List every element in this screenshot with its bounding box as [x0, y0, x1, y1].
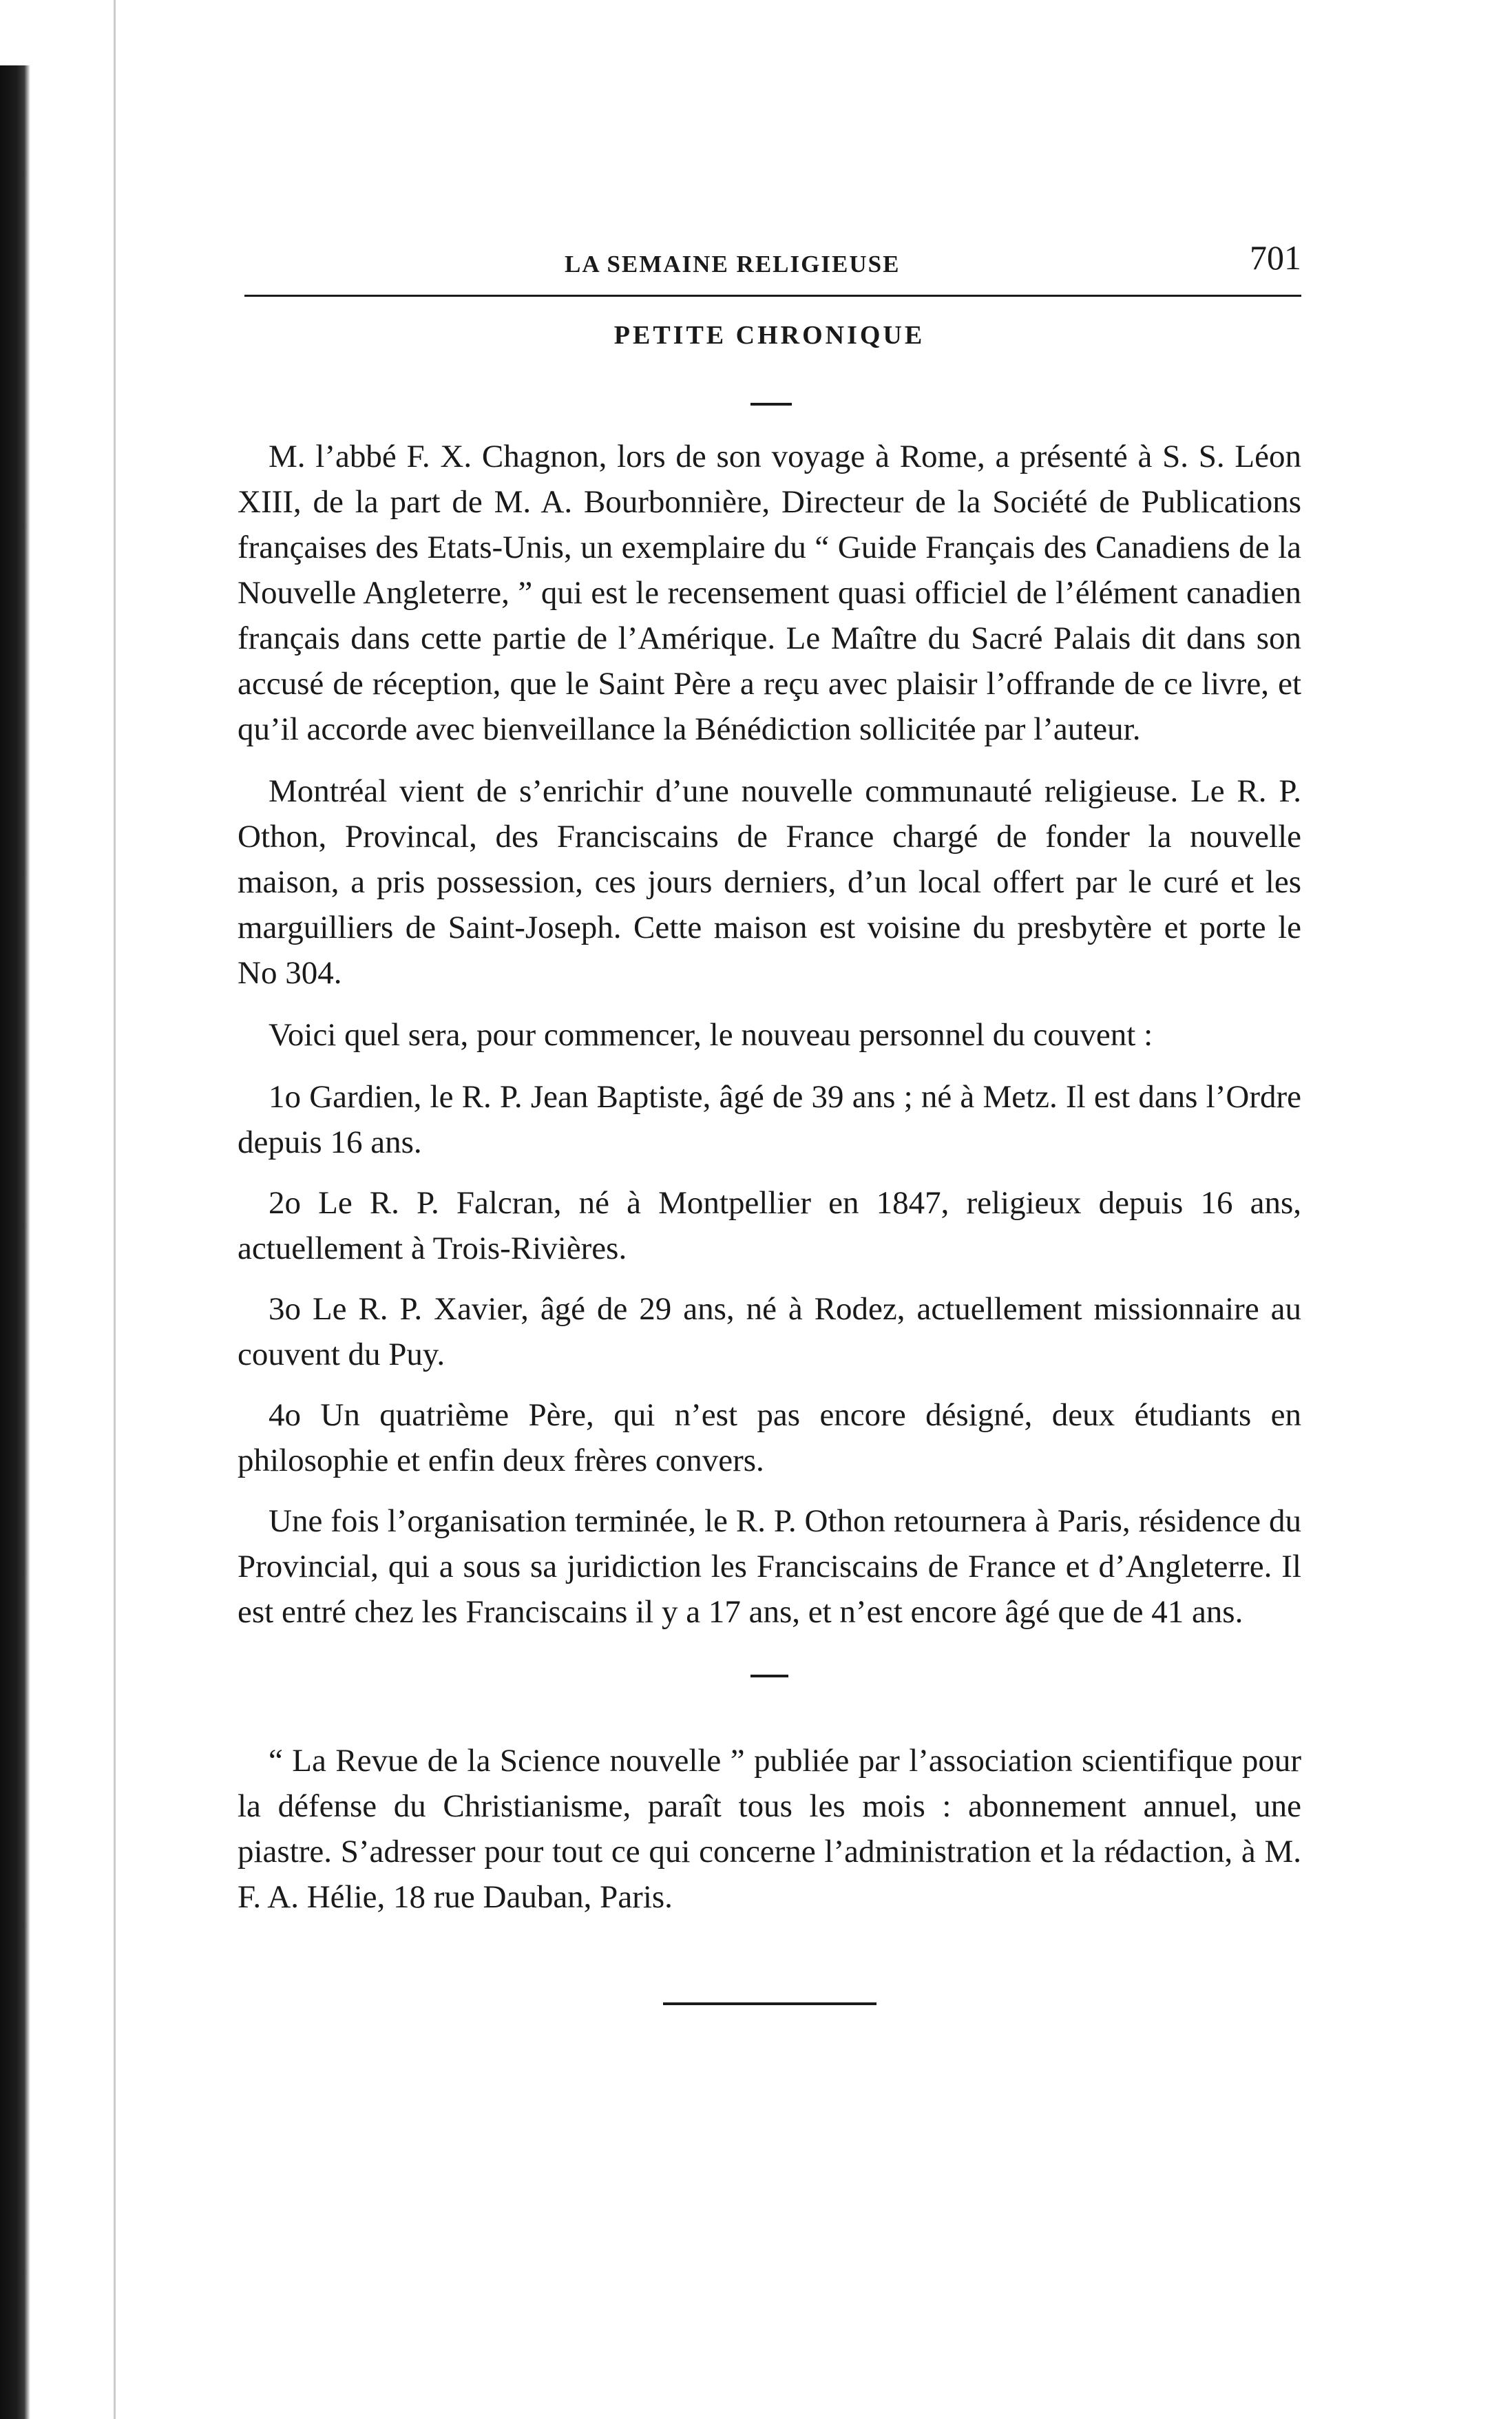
page-number: 701 [1250, 238, 1301, 277]
paragraph-othon-return: Une fois l’organisation terminée, le R. P. Othon retournera à Paris, résidence du Provincial, qui a sous sa juridiction les Franciscains de France et d’Angleterre. Il est entré chez les Franciscains il y a 17 ans, et n’est encore âgé que de 41 ans. [238, 1503, 1301, 1630]
page-header [238, 234, 1301, 282]
paragraph-chagnon: M. l’abbé F. X. Chagnon, lors de son voyage à Rome, a présenté à S. S. Léon XIII, de la part de M. A. Bourbonnière, Directeur de la Société de Publications françaises des Etats-Unis, un exemplaire du “ Guide Français des Canadiens de la Nouvelle Angleterre, ” qui est le recensement quasi officiel de l’élément canadien français dans cette partie de l’Amérique. Le Maître du Sacré Palais dit dans son accusé de réception, que le Saint Père a reçu avec plaisir l’offrande de ce livre, et qu’il accorde avec bienveillance la Bénédiction sollicitée par l’auteur. [238, 439, 1301, 747]
page-binding-line [114, 0, 116, 2419]
paragraph-item-4: 4o Un quatrième Père, qui n’est pas encore désigné, deux étudiants en philosophie et enfin deux frères convers. [238, 1397, 1301, 1478]
end-rule [663, 2002, 876, 2005]
article-body [238, 434, 1301, 2005]
section-divider-dash [750, 1675, 788, 1677]
running-head: LA SEMAINE RELIGIEUSE [565, 251, 901, 277]
title-dash [750, 403, 792, 406]
paragraph-item-3: 3o Le R. P. Xavier, âgé de 29 ans, né à Rodez, actuellement missionnaire au couvent du Puy. [238, 1291, 1301, 1372]
paragraph-montreal-community: Montréal vient de s’enrichir d’une nouvelle communauté religieuse. Le R. P. Othon, Provincal, des Franciscains de France chargé de fonder la nouvelle maison, a pris possession, ces jours derniers, d’un local offert par le curé et les marguilliers de Saint-Joseph. Cette maison est voisine du presbytère et porte le No 304. [238, 773, 1301, 991]
header-rule [244, 295, 1301, 297]
notice-revue-science: “ La Revue de la Science nouvelle ” publiée par l’association scientifique pour la défense du Christianisme, paraît tous les mois : abonnement annuel, une piastre. S’adresser pour tout ce qui concerne l’administration et la rédaction, à M. F. A. Hélie, 18 rue Dauban, Paris. [238, 1743, 1301, 1915]
page-binding-edge [0, 65, 30, 2419]
section-title: PETITE CHRONIQUE [613, 321, 925, 350]
paragraph-item-2: 2o Le R. P. Falcran, né à Montpellier en 1847, religieux depuis 16 ans, actuellement à Trois-Rivières. [238, 1185, 1301, 1266]
journal-page [238, 234, 1301, 1915]
paragraph-personnel-intro: Voici quel sera, pour commencer, le nouveau personnel du couvent : [269, 1017, 1153, 1053]
paragraph-item-1: 1o Gardien, le R. P. Jean Baptiste, âgé de 39 ans ; né à Metz. Il est dans l’Ordre depuis 16 ans. [238, 1079, 1301, 1160]
